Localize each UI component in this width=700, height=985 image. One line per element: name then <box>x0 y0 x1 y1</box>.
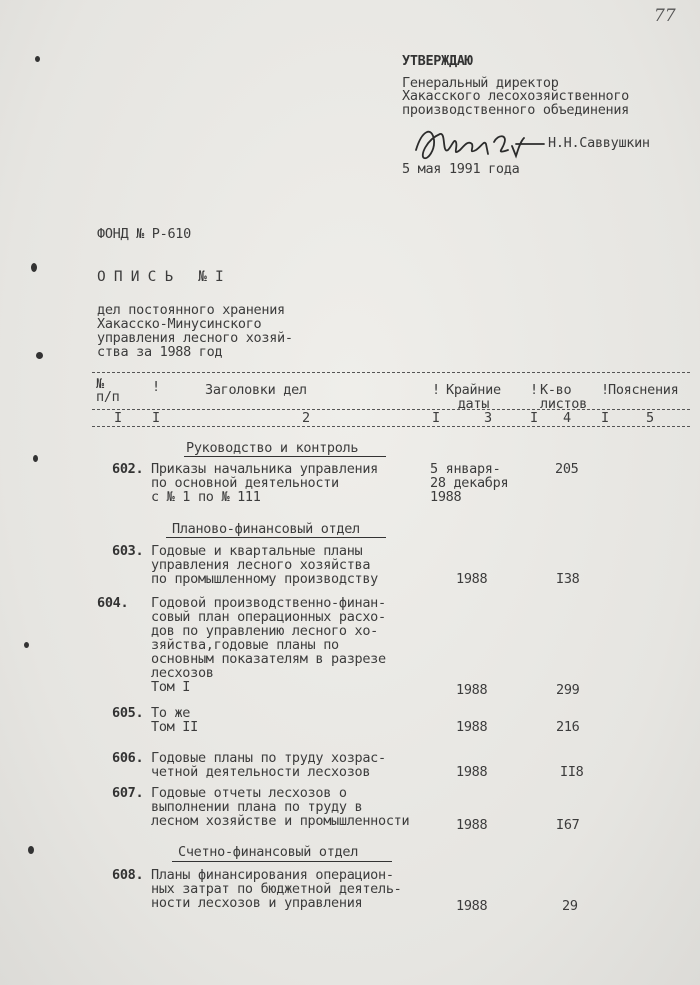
row-title: Годовые и квартальные планы управления лесного хозяйства по промышленному производству <box>151 543 379 587</box>
page-number: 77 <box>654 6 676 26</box>
punch-hole <box>28 846 34 854</box>
description-line: управления лесного хозяй- <box>97 330 293 346</box>
row-sheets: 299 <box>556 682 580 698</box>
header-col-index: 2 <box>302 410 310 426</box>
row-number: 606. <box>112 750 144 766</box>
section-underline <box>172 861 392 862</box>
punch-hole <box>35 56 40 62</box>
punch-hole <box>36 352 43 359</box>
approval-position-line: Хакасского лесохозяйственного <box>402 88 630 104</box>
row-dates: 1988 <box>456 817 488 833</box>
table-header-bottom-rule <box>92 426 690 427</box>
row-number: 605. <box>112 705 144 721</box>
inventory-title: О П И С Ь № I <box>97 269 224 285</box>
row-sheets: 216 <box>556 719 580 735</box>
section-title: Планово-финансовый отдел <box>172 521 360 537</box>
description-line: Хакасско-Минусинского <box>97 316 262 332</box>
section-underline <box>184 456 386 457</box>
header-col-notes: Пояснения <box>608 382 679 398</box>
header-separator: I <box>432 410 440 426</box>
approval-date: 5 мая 1991 года <box>402 161 520 177</box>
description-line: ства за 1988 год <box>97 344 223 360</box>
row-title: Годовые отчеты лесхозов о выполнении плана по труду в лесном хозяйстве и промышленности <box>151 785 410 829</box>
punch-hole <box>24 642 29 648</box>
section-title: Руководство и контроль <box>186 440 359 456</box>
header-separator: I <box>601 410 609 426</box>
row-title: То же Том II <box>151 705 198 735</box>
row-number: 602. <box>112 461 144 477</box>
row-dates: 1988 <box>456 764 488 780</box>
header-col-dates: Крайние даты <box>446 382 501 412</box>
punch-hole <box>33 455 38 462</box>
row-number: 604. <box>97 595 129 611</box>
fond-number: ФОНД № Р-610 <box>97 226 191 242</box>
punch-hole <box>31 263 37 272</box>
row-dates: 1988 <box>456 571 488 587</box>
header-separator: I <box>530 410 538 426</box>
row-dates: 5 января- 28 декабря 1988 <box>430 461 509 505</box>
header-separator: ! <box>432 382 440 398</box>
section-underline <box>166 537 386 538</box>
header-col-index: 3 <box>484 410 492 426</box>
header-separator: ! <box>152 379 160 395</box>
header-col-index: I <box>114 410 122 426</box>
table-header-top-rule <box>92 372 690 373</box>
row-dates: 1988 <box>456 898 488 914</box>
header-separator: ! <box>601 382 609 398</box>
row-sheets: 29 <box>562 898 578 914</box>
approval-title: УТВЕРЖДАЮ <box>402 53 473 69</box>
header-separator: I <box>152 410 160 426</box>
approval-position-line: производственного объединения <box>402 102 630 118</box>
approval-position-line: Генеральный директор <box>402 75 559 91</box>
row-title: Планы финансирования операцион- ных затрат по бюджетной деятель- ности лесхозов и управления <box>151 867 402 911</box>
row-title: Годовые планы по труду хозрас- четной деятельности лесхозов <box>151 750 386 780</box>
header-col-sheets: К-во листов <box>540 382 587 412</box>
header-col-number: № п/п <box>96 376 120 405</box>
row-dates: 1988 <box>456 682 488 698</box>
row-dates: 1988 <box>456 719 488 735</box>
row-sheets: 205 <box>555 461 579 477</box>
signer-name: Н.Н.Саввушкин <box>548 135 650 151</box>
section-title: Счетно-финансовый отдел <box>178 844 359 860</box>
row-sheets: II8 <box>560 764 584 780</box>
row-sheets: I38 <box>556 571 580 587</box>
header-separator: ! <box>530 382 538 398</box>
description-line: дел постоянного хранения <box>97 302 285 318</box>
header-col-index: 4 <box>563 410 571 426</box>
row-sheets: I67 <box>556 817 580 833</box>
row-number: 603. <box>112 543 144 559</box>
row-number: 608. <box>112 867 144 883</box>
row-title: Годовой производственно-финан- совый план операционных расхо- дов по управлению лесного хо- зяйства,годовые планы по основным показателям в разрезе лесхозов Том I <box>151 595 386 695</box>
row-title: Приказы начальника управления по основной деятельности с № 1 по № 111 <box>151 461 379 505</box>
header-col-index: 5 <box>646 410 654 426</box>
header-col-titles: Заголовки дел <box>205 382 307 398</box>
row-number: 607. <box>112 785 144 801</box>
